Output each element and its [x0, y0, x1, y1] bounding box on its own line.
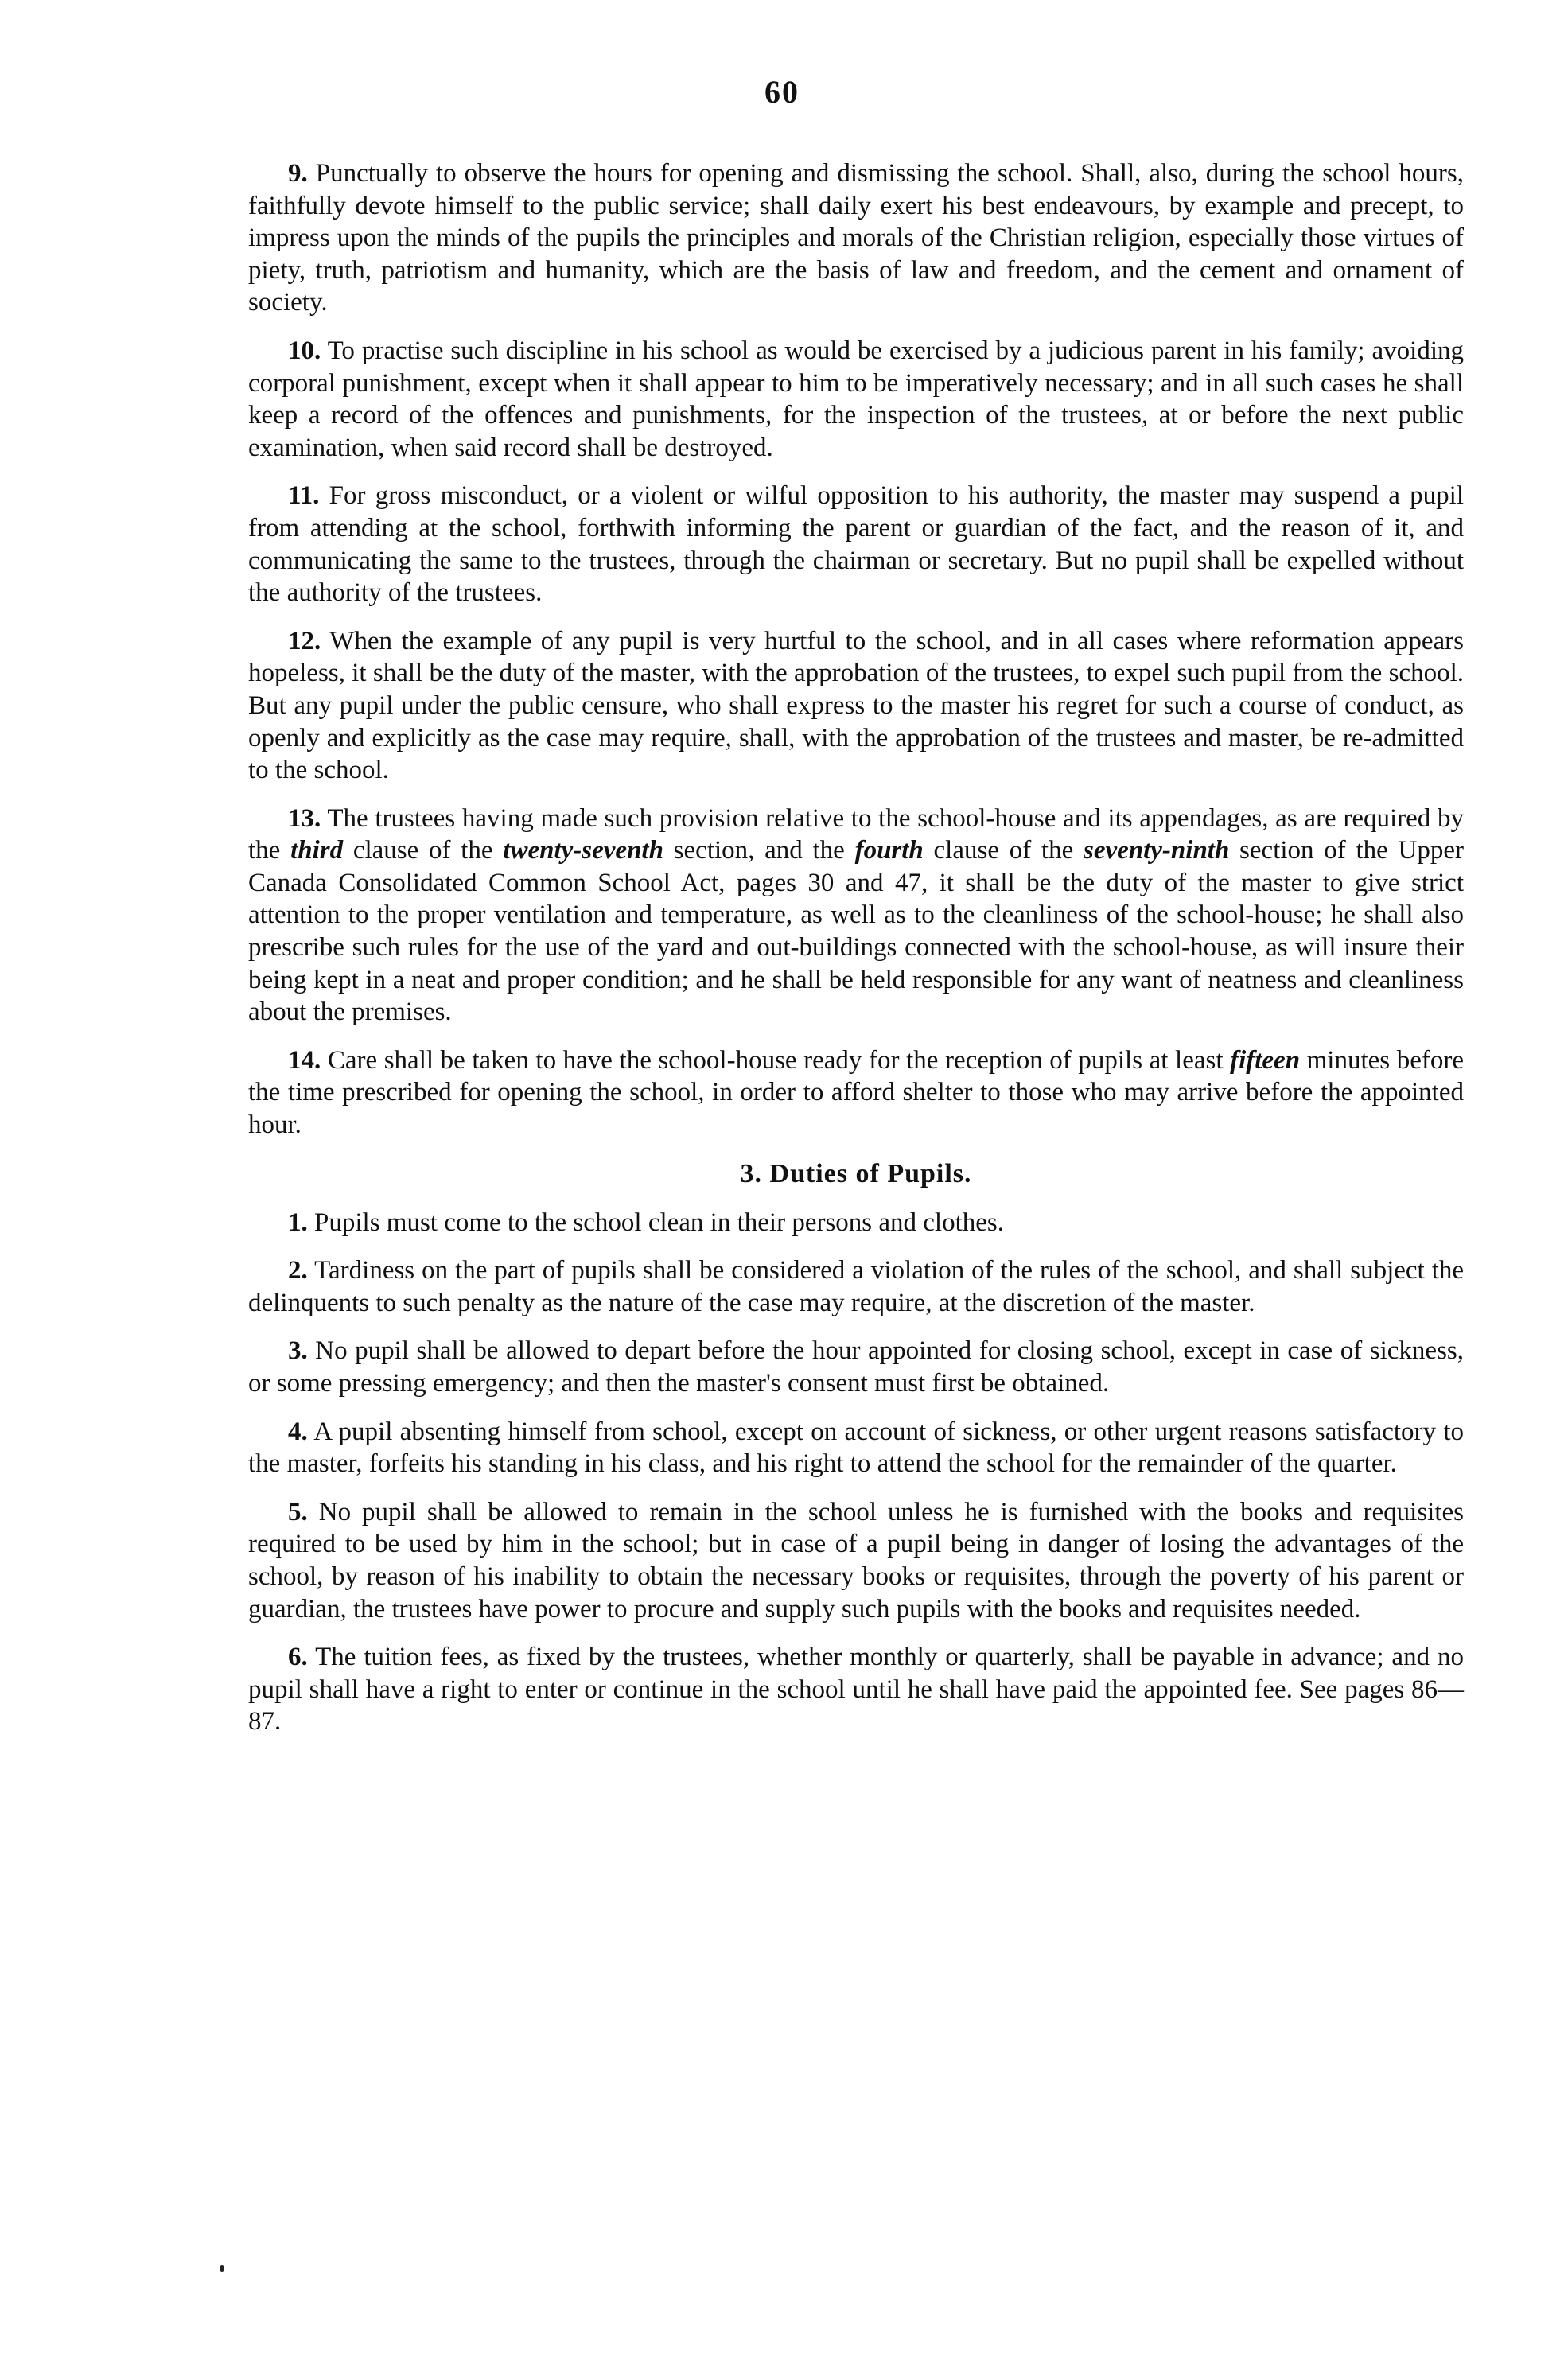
rule-paragraph	[248, 335, 1464, 464]
rule-text: Pupils must come to the school clean in their persons and clothes.	[314, 1208, 1005, 1237]
rule-text: No pupil shall be allowed to depart before the hour appointed for closing school, except in case of sickness, or some pressing emergency; and then the master's consent must first be obtained.	[248, 1336, 1465, 1398]
rule-text: For gross misconduct, or a violent or wilful opposition to his authority, the master may suspend a pupil from attending at the school, forthwith informing the parent or guardian of the fact, and the reason of it, and communicating the same to the trustees, through the chairman or secretary. But no pupil shall be expelled without the authority of the trustees.	[248, 481, 1464, 608]
italic-term: third	[290, 836, 344, 865]
rule-number: 3.	[288, 1336, 308, 1366]
rule-paragraph	[248, 803, 1464, 1029]
rule-text: minutes before the time prescribed for opening the school, in order to afford shelter to those who may arrive before the appointed hour.	[248, 1045, 1464, 1140]
rule-text: section of the Upper Canada Consolidated Common School Act, pages 30 and 47, it shall be the duty of the master to give strict attention to the proper ventilation and temperature, as well as to the cleanliness of the school-house; he shall also prescribe such rules for the use of the yard and out-buildings connected with the school-house, as will insure their being kept in a neat and proper condition; and he shall be held responsible for any want of neatness and cleanliness about the premises.	[248, 836, 1465, 1027]
section-heading: 3. Duties of Pupils.	[740, 1158, 972, 1188]
rule-text: section, and the	[663, 836, 855, 865]
rule-paragraph	[248, 1335, 1464, 1399]
rule-paragraph	[248, 1416, 1464, 1480]
rule-text: The trustees having made such provision relative to the school-house and its appendages, as are required by the	[248, 803, 1465, 865]
rule-paragraph	[248, 1044, 1464, 1141]
rule-paragraph	[248, 625, 1464, 787]
rule-number: 10.	[288, 336, 321, 365]
rule-text: clause of the	[343, 836, 504, 865]
rule-text: Care shall be taken to have the school-house ready for the reception of pupils at least	[327, 1045, 1231, 1075]
rule-paragraph	[248, 1207, 1464, 1239]
italic-term: twenty-seventh	[503, 836, 663, 865]
rule-text: clause of the	[923, 836, 1084, 865]
rule-text: Tardiness on the part of pupils shall be considered a violation of the rules of the school, and shall subject the delinquents to such penalty as the nature of the case may require, at the discretion of the master.	[248, 1256, 1465, 1317]
rule-number: 14.	[288, 1045, 321, 1075]
ink-speck	[220, 2265, 224, 2272]
rule-text: When the example of any pupil is very hurtful to the school, and in all cases where reformation appears hopeless, it shall be the duty of the master, with the approbation of the trustees, to expel such pupil from the school. But any pupil under the public censure, who shall express to the master his regret for such a course of conduct, as openly and explicitly as the case may require, shall, with the approbation of the trustees and master, be re-admitted to the school.	[248, 626, 1465, 785]
rule-number: 5.	[288, 1497, 308, 1526]
rule-text: A pupil absenting himself from school, except on account of sickness, or other urgent reasons satisfactory to the master, forfeits his standing in his class, and his right to attend the school for the remainder of the quarter.	[248, 1417, 1464, 1479]
rule-number: 11.	[288, 481, 320, 511]
rule-paragraph	[248, 480, 1464, 609]
document-body	[248, 158, 1464, 1754]
rule-text: Punctually to observe the hours for opening and dismissing the school. Shall, also, during the school hours, faithfully devote himself to the public service; shall daily exert his best endeavours, by example and precept, to impress upon the minds of the pupils the principles and morals of the Christian religion, especially those virtues of piety, truth, patriotism and humanity, which are the basis of law and freedom, and the cement and ornament of society.	[248, 159, 1465, 317]
rule-number: 12.	[288, 626, 321, 655]
rule-number: 9.	[288, 159, 308, 188]
italic-term: seventy-ninth	[1083, 836, 1230, 865]
rule-number: 13.	[288, 803, 321, 833]
rule-number: 6.	[288, 1643, 308, 1672]
rule-number: 2.	[288, 1256, 308, 1285]
rule-paragraph	[248, 1496, 1464, 1625]
rule-number: 1.	[288, 1208, 308, 1237]
italic-term: fourth	[854, 836, 924, 865]
rule-paragraph	[248, 1641, 1464, 1738]
rule-number: 4.	[288, 1417, 308, 1446]
rule-text: To practise such discipline in his school as would be exercised by a judicious parent in his family; avoiding corporal punishment, except when it shall appear to him to be imperatively necessary; and in all such cases he shall keep a record of the offences and punishments, for the inspection of the trustees, at or before the next public examination, when said record shall be destroyed.	[248, 336, 1465, 462]
rule-paragraph	[248, 158, 1464, 319]
rule-text: No pupil shall be allowed to remain in the school unless he is furnished with the books and requisites required to be used by him in the school; but in case of a pupil being in danger of losing the advantages of the school, by reason of his inability to obtain the necessary books or requisites, through the poverty of his parent or guardian, the trustees have power to procure and supply such pupils with the books and requisites needed.	[248, 1497, 1465, 1624]
page-number: 60	[764, 74, 800, 110]
italic-term: fifteen	[1230, 1045, 1301, 1075]
rule-paragraph	[248, 1254, 1464, 1319]
rule-text: The tuition fees, as fixed by the trustees, whether monthly or quarterly, shall be payable in advance; and no pupil shall have a right to enter or continue in the school until he shall have paid the appointed fee. See pages 86—87.	[248, 1643, 1465, 1736]
